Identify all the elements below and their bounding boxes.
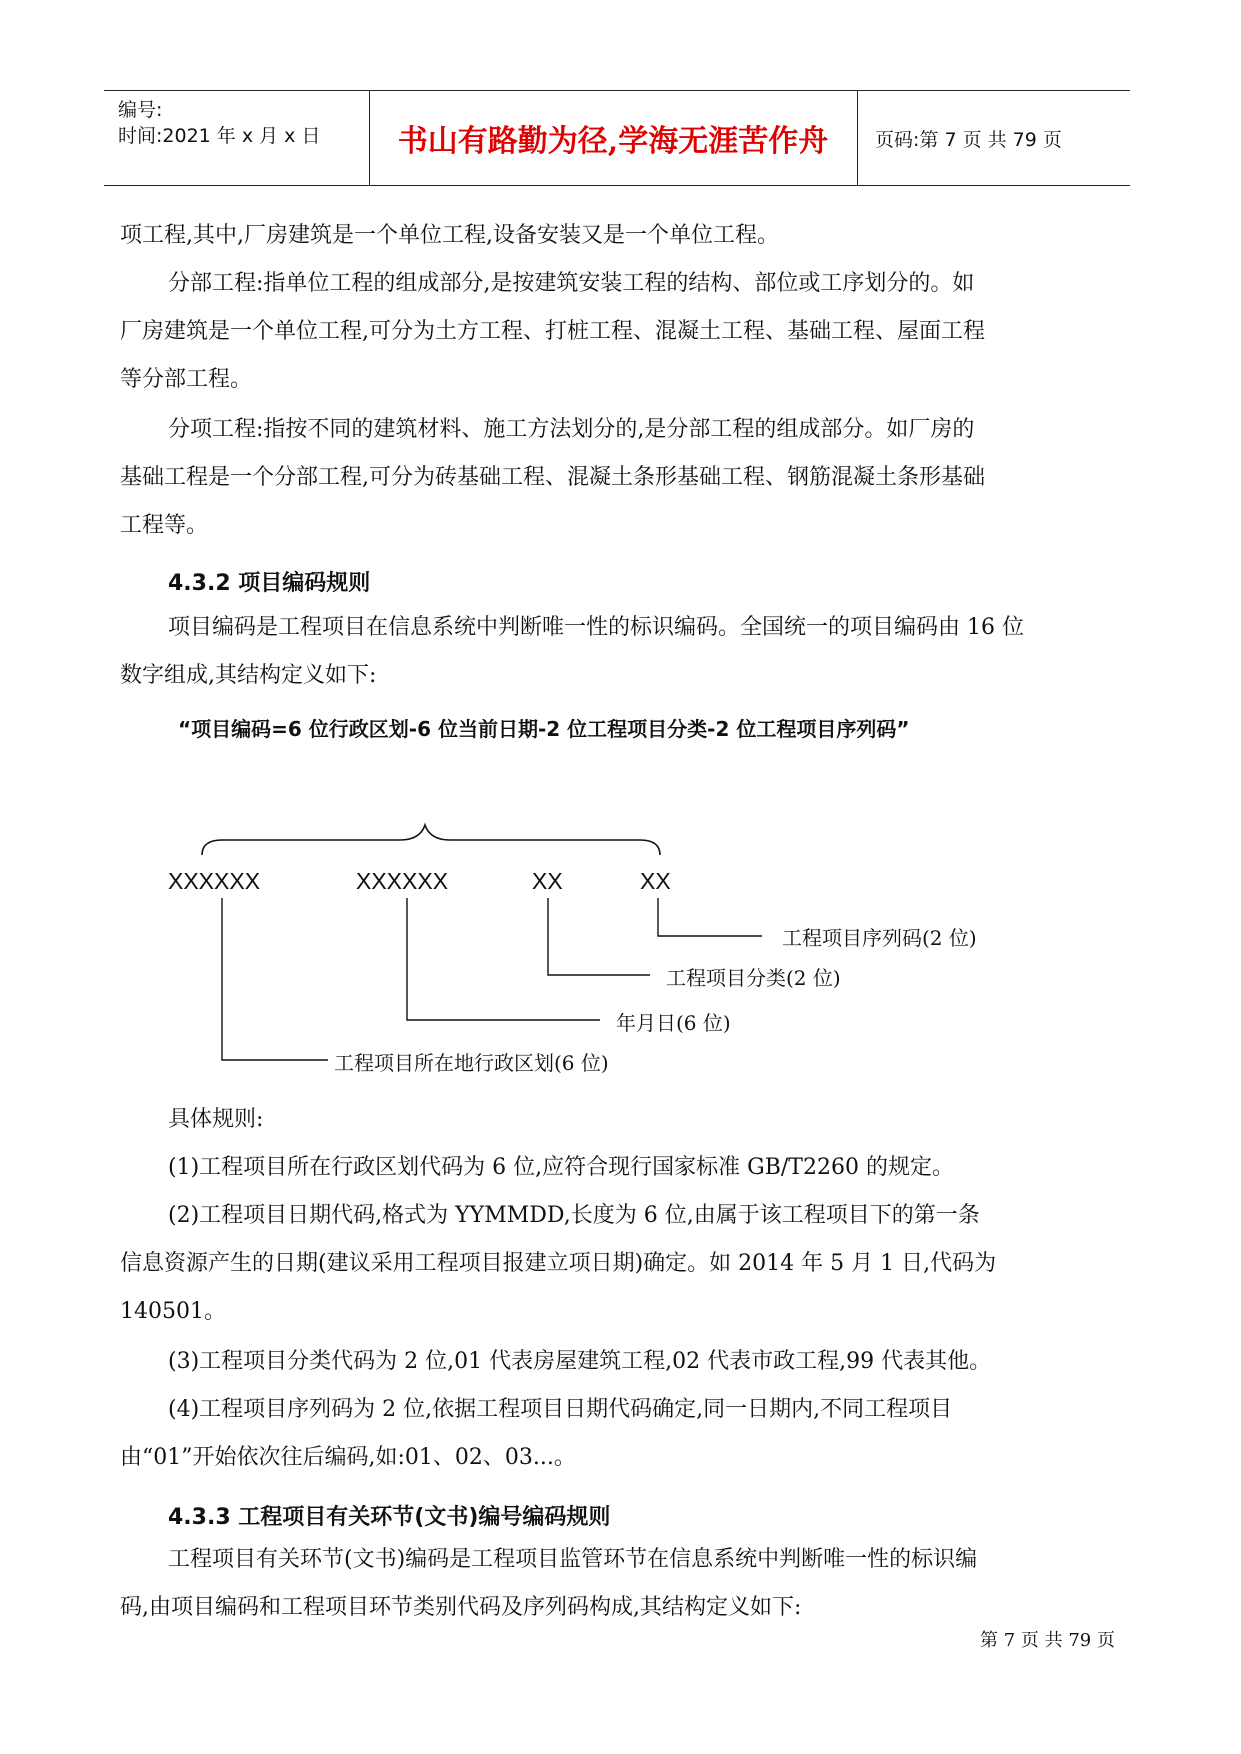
paragraph-line: (3)工程项目分类代码为 2 位,01 代表房屋建筑工程,02 代表市政工程,99 代表其他。 bbox=[168, 1349, 992, 1374]
code-formula: “项目编码=6 位行政区划-6 位当前日期-2 位工程项目分类-2 位工程项目序列码” bbox=[178, 717, 910, 741]
paragraph-line: 信息资源产生的日期(建议采用工程项目报建立项日期)确定。如 2014 年 5 月 1 日,代码为 bbox=[120, 1251, 997, 1276]
paragraph-line: 码,由项目编码和工程项目环节类别代码及序列码构成,其结构定义如下: bbox=[120, 1595, 802, 1620]
paragraph-line: (1)工程项目所在行政区划代码为 6 位,应符合现行国家标准 GB/T2260 的规定。 bbox=[168, 1155, 954, 1180]
paragraph-line: 厂房建筑是一个单位工程,可分为土方工程、打桩工程、混凝土工程、基础工程、屋面工程 bbox=[120, 319, 985, 344]
paragraph-line: (2)工程项目日期代码,格式为 YYMMDD,长度为 6 位,由属于该工程项目下的第一条 bbox=[168, 1203, 980, 1228]
section-heading-4-3-2: 4.3.2 项目编码规则 bbox=[168, 571, 371, 596]
paragraph-line: 分部工程:指单位工程的组成部分,是按建筑安装工程的结构、部位或工序划分的。如 bbox=[168, 271, 975, 296]
code-segment: XX bbox=[640, 868, 671, 894]
paragraph-line: 基础工程是一个分部工程,可分为砖基础工程、混凝土条形基础工程、钢筋混凝土条形基础 bbox=[120, 465, 985, 490]
connector-line bbox=[548, 898, 650, 975]
diagram-label: 工程项目分类(2 位) bbox=[666, 966, 841, 990]
paragraph-line: 由“01”开始依次往后编码,如:01、02、03...。 bbox=[120, 1445, 576, 1470]
connector-line bbox=[658, 898, 762, 936]
diagram-label: 工程项目序列码(2 位) bbox=[782, 926, 977, 950]
paragraph-line: 工程等。 bbox=[120, 513, 209, 538]
page-footer: 第 7 页 共 79 页 bbox=[980, 1630, 1115, 1651]
diagram-label: 工程项目所在地行政区划(6 位) bbox=[334, 1051, 609, 1075]
code-segment: XXXXXX bbox=[168, 868, 261, 894]
connector-line bbox=[222, 898, 328, 1060]
code-segment: XXXXXX bbox=[356, 868, 449, 894]
time-label: 时间:2021 年 x 月 x 日 bbox=[118, 125, 321, 147]
header-page-label: 页码:第 7 页 共 79 页 bbox=[875, 128, 1062, 151]
paragraph-line: 工程项目有关环节(文书)编码是工程项目监管环节在信息系统中判断唯一性的标识编 bbox=[168, 1547, 978, 1572]
connector-line bbox=[407, 898, 600, 1020]
paragraph-line: 项目编码是工程项目在信息系统中判断唯一性的标识编码。全国统一的项目编码由 16 位 bbox=[168, 615, 1024, 640]
diagram-label: 年月日(6 位) bbox=[616, 1011, 731, 1035]
number-label: 编号: bbox=[118, 99, 163, 121]
paragraph-line: 分项工程:指按不同的建筑材料、施工方法划分的,是分部工程的组成部分。如厂房的 bbox=[168, 417, 975, 442]
paragraph-line: 具体规则: bbox=[168, 1107, 264, 1132]
paragraph-line: 项工程,其中,厂房建筑是一个单位工程,设备安装又是一个单位工程。 bbox=[120, 223, 779, 248]
paragraph-line: 140501。 bbox=[120, 1299, 226, 1324]
code-segment: XX bbox=[532, 868, 563, 894]
brace bbox=[202, 825, 660, 855]
header-motto: 书山有路勤为径,学海无涯苦作舟 bbox=[369, 91, 858, 185]
section-heading-4-3-3: 4.3.3 工程项目有关环节(文书)编号编码规则 bbox=[168, 1505, 611, 1530]
paragraph-line: 等分部工程。 bbox=[120, 367, 253, 392]
paragraph-line: (4)工程项目序列码为 2 位,依据工程项目日期代码确定,同一日期内,不同工程项目 bbox=[168, 1397, 953, 1422]
paragraph-line: 数字组成,其结构定义如下: bbox=[120, 663, 377, 688]
